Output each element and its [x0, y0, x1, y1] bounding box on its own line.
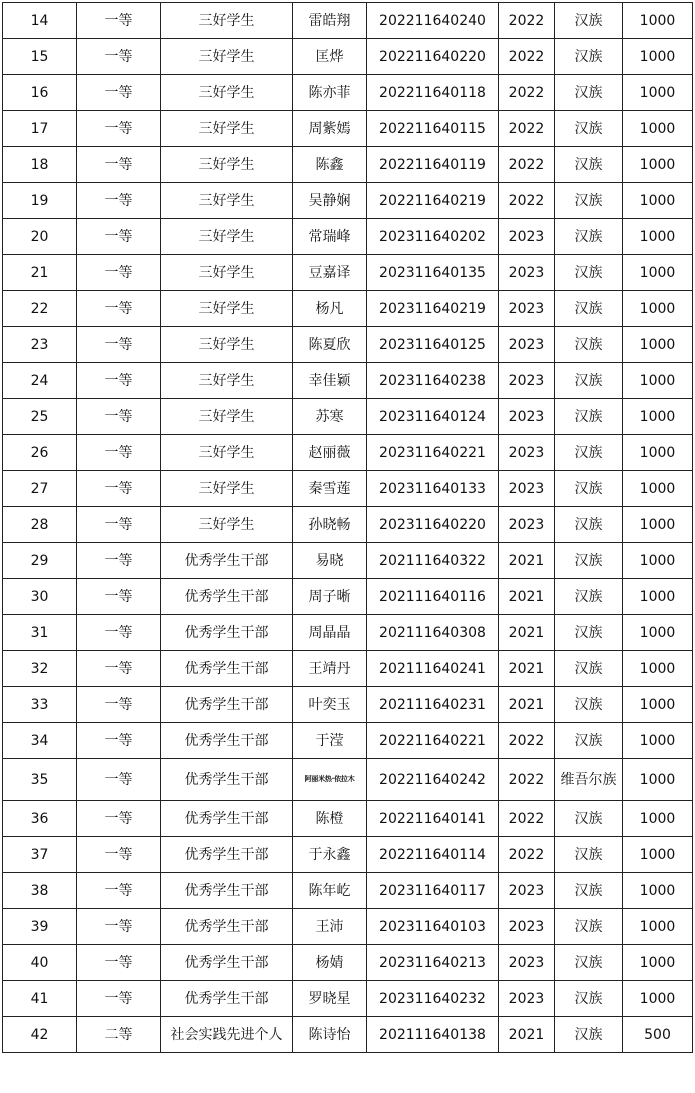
grade-cell: 一等: [77, 687, 161, 723]
year-cell: 2023: [499, 291, 555, 327]
table-row: [3, 801, 693, 837]
grade-cell: 一等: [77, 945, 161, 981]
name-cell: 王靖丹: [293, 651, 367, 687]
amount-cell: 1000: [623, 363, 693, 399]
grade-cell: 一等: [77, 651, 161, 687]
grade-cell: 一等: [77, 3, 161, 39]
row-number-cell: 30: [3, 579, 77, 615]
student-id-cell: 202211640141: [367, 801, 499, 837]
row-number-cell: 40: [3, 945, 77, 981]
student-id-cell: 202311640125: [367, 327, 499, 363]
name-cell: 匡烨: [293, 39, 367, 75]
year-cell: 2023: [499, 363, 555, 399]
table-row: [3, 291, 693, 327]
award-cell: 优秀学生干部: [161, 801, 293, 837]
name-cell: 于永鑫: [293, 837, 367, 873]
row-number-cell: 31: [3, 615, 77, 651]
year-cell: 2023: [499, 327, 555, 363]
name-cell: 秦雪莲: [293, 471, 367, 507]
award-cell: 优秀学生干部: [161, 945, 293, 981]
row-number-cell: 19: [3, 183, 77, 219]
name-cell: 周子晰: [293, 579, 367, 615]
row-number-cell: 25: [3, 399, 77, 435]
amount-cell: 1000: [623, 837, 693, 873]
award-cell: 三好学生: [161, 147, 293, 183]
name-cell: 于滢: [293, 723, 367, 759]
grade-cell: 一等: [77, 147, 161, 183]
ethnicity-cell: 汉族: [555, 255, 623, 291]
table-row: [3, 759, 693, 801]
year-cell: 2021: [499, 543, 555, 579]
table-row: [3, 147, 693, 183]
row-number-cell: 27: [3, 471, 77, 507]
table-row: [3, 255, 693, 291]
ethnicity-cell: 汉族: [555, 111, 623, 147]
table-row: [3, 219, 693, 255]
student-id-cell: 202111640138: [367, 1017, 499, 1053]
ethnicity-cell: 汉族: [555, 615, 623, 651]
name-cell: 吴静娴: [293, 183, 367, 219]
award-cell: 社会实践先进个人: [161, 1017, 293, 1053]
award-cell: 优秀学生干部: [161, 909, 293, 945]
ethnicity-cell: 汉族: [555, 981, 623, 1017]
row-number-cell: 33: [3, 687, 77, 723]
award-cell: 三好学生: [161, 75, 293, 111]
name-cell: 阿丽米热·依拉木: [293, 759, 367, 801]
table-body: [3, 3, 693, 1053]
ethnicity-cell: 汉族: [555, 39, 623, 75]
grade-cell: 一等: [77, 399, 161, 435]
grade-cell: 一等: [77, 801, 161, 837]
ethnicity-cell: 汉族: [555, 873, 623, 909]
grade-cell: 一等: [77, 471, 161, 507]
table-row: [3, 543, 693, 579]
row-number-cell: 16: [3, 75, 77, 111]
year-cell: 2023: [499, 471, 555, 507]
ethnicity-cell: 汉族: [555, 543, 623, 579]
name-cell: 豆嘉译: [293, 255, 367, 291]
year-cell: 2022: [499, 147, 555, 183]
table-row: [3, 723, 693, 759]
grade-cell: 一等: [77, 759, 161, 801]
amount-cell: 1000: [623, 219, 693, 255]
name-cell: 周紫嫣: [293, 111, 367, 147]
name-cell: 陈鑫: [293, 147, 367, 183]
table-row: [3, 507, 693, 543]
name-cell: 苏寒: [293, 399, 367, 435]
year-cell: 2021: [499, 1017, 555, 1053]
name-cell: 陈年屹: [293, 873, 367, 909]
award-cell: 三好学生: [161, 435, 293, 471]
row-number-cell: 22: [3, 291, 77, 327]
table-row: [3, 3, 693, 39]
student-id-cell: 202211640119: [367, 147, 499, 183]
table-row: [3, 687, 693, 723]
ethnicity-cell: 汉族: [555, 801, 623, 837]
year-cell: 2023: [499, 219, 555, 255]
student-id-cell: 202211640242: [367, 759, 499, 801]
grade-cell: 一等: [77, 291, 161, 327]
student-id-cell: 202311640135: [367, 255, 499, 291]
student-id-cell: 202311640238: [367, 363, 499, 399]
amount-cell: 1000: [623, 147, 693, 183]
table-row: [3, 651, 693, 687]
amount-cell: 1000: [623, 255, 693, 291]
table-row: [3, 111, 693, 147]
ethnicity-cell: 汉族: [555, 507, 623, 543]
ethnicity-cell: 汉族: [555, 3, 623, 39]
row-number-cell: 24: [3, 363, 77, 399]
name-cell: 陈橙: [293, 801, 367, 837]
name-cell: 陈亦菲: [293, 75, 367, 111]
grade-cell: 一等: [77, 219, 161, 255]
award-cell: 优秀学生干部: [161, 981, 293, 1017]
name-cell: 易晓: [293, 543, 367, 579]
amount-cell: 1000: [623, 3, 693, 39]
amount-cell: 1000: [623, 183, 693, 219]
year-cell: 2022: [499, 723, 555, 759]
row-number-cell: 17: [3, 111, 77, 147]
ethnicity-cell: 汉族: [555, 147, 623, 183]
student-id-cell: 202111640241: [367, 651, 499, 687]
table-row: [3, 981, 693, 1017]
year-cell: 2023: [499, 945, 555, 981]
amount-cell: 1000: [623, 873, 693, 909]
name-cell: 雷皓翔: [293, 3, 367, 39]
name-cell: 杨婧: [293, 945, 367, 981]
year-cell: 2022: [499, 183, 555, 219]
name-cell: 孙晓畅: [293, 507, 367, 543]
grade-cell: 一等: [77, 579, 161, 615]
row-number-cell: 41: [3, 981, 77, 1017]
table-row: [3, 183, 693, 219]
table-row: [3, 471, 693, 507]
grade-cell: 一等: [77, 183, 161, 219]
year-cell: 2023: [499, 981, 555, 1017]
row-number-cell: 42: [3, 1017, 77, 1053]
row-number-cell: 39: [3, 909, 77, 945]
table-row: [3, 39, 693, 75]
table-row: [3, 327, 693, 363]
ethnicity-cell: 汉族: [555, 219, 623, 255]
ethnicity-cell: 汉族: [555, 909, 623, 945]
name-cell: 陈夏欣: [293, 327, 367, 363]
award-cell: 三好学生: [161, 255, 293, 291]
grade-cell: 一等: [77, 981, 161, 1017]
award-cell: 三好学生: [161, 399, 293, 435]
amount-cell: 1000: [623, 39, 693, 75]
amount-cell: 1000: [623, 75, 693, 111]
amount-cell: 1000: [623, 543, 693, 579]
year-cell: 2022: [499, 3, 555, 39]
student-id-cell: 202311640232: [367, 981, 499, 1017]
student-id-cell: 202211640221: [367, 723, 499, 759]
grade-cell: 一等: [77, 909, 161, 945]
year-cell: 2021: [499, 687, 555, 723]
table-row: [3, 363, 693, 399]
row-number-cell: 21: [3, 255, 77, 291]
row-number-cell: 29: [3, 543, 77, 579]
year-cell: 2023: [499, 399, 555, 435]
grade-cell: 一等: [77, 507, 161, 543]
student-id-cell: 202311640221: [367, 435, 499, 471]
table-row: [3, 399, 693, 435]
student-id-cell: 202311640133: [367, 471, 499, 507]
student-id-cell: 202311640124: [367, 399, 499, 435]
award-cell: 优秀学生干部: [161, 579, 293, 615]
award-cell: 优秀学生干部: [161, 615, 293, 651]
award-cell: 三好学生: [161, 327, 293, 363]
amount-cell: 1000: [623, 579, 693, 615]
award-cell: 优秀学生干部: [161, 759, 293, 801]
student-id-cell: 202211640240: [367, 3, 499, 39]
amount-cell: 1000: [623, 435, 693, 471]
year-cell: 2022: [499, 111, 555, 147]
student-id-cell: 202111640231: [367, 687, 499, 723]
table-row: [3, 615, 693, 651]
table-row: [3, 909, 693, 945]
award-cell: 三好学生: [161, 3, 293, 39]
ethnicity-cell: 汉族: [555, 723, 623, 759]
grade-cell: 一等: [77, 723, 161, 759]
amount-cell: 1000: [623, 111, 693, 147]
name-cell: 杨凡: [293, 291, 367, 327]
student-id-cell: 202211640118: [367, 75, 499, 111]
award-cell: 优秀学生干部: [161, 543, 293, 579]
student-id-cell: 202111640116: [367, 579, 499, 615]
award-cell: 优秀学生干部: [161, 837, 293, 873]
student-id-cell: 202311640117: [367, 873, 499, 909]
amount-cell: 1000: [623, 291, 693, 327]
ethnicity-cell: 汉族: [555, 435, 623, 471]
year-cell: 2022: [499, 801, 555, 837]
student-id-cell: 202211640115: [367, 111, 499, 147]
grade-cell: 一等: [77, 111, 161, 147]
row-number-cell: 14: [3, 3, 77, 39]
student-id-cell: 202211640219: [367, 183, 499, 219]
table-row: [3, 435, 693, 471]
row-number-cell: 20: [3, 219, 77, 255]
row-number-cell: 26: [3, 435, 77, 471]
amount-cell: 500: [623, 1017, 693, 1053]
grade-cell: 一等: [77, 363, 161, 399]
ethnicity-cell: 汉族: [555, 579, 623, 615]
grade-cell: 一等: [77, 327, 161, 363]
row-number-cell: 23: [3, 327, 77, 363]
student-id-cell: 202311640202: [367, 219, 499, 255]
row-number-cell: 38: [3, 873, 77, 909]
student-id-cell: 202111640308: [367, 615, 499, 651]
name-cell: 叶奕玉: [293, 687, 367, 723]
amount-cell: 1000: [623, 759, 693, 801]
grade-cell: 一等: [77, 435, 161, 471]
amount-cell: 1000: [623, 615, 693, 651]
amount-cell: 1000: [623, 651, 693, 687]
student-id-cell: 202211640220: [367, 39, 499, 75]
award-cell: 优秀学生干部: [161, 687, 293, 723]
award-cell: 三好学生: [161, 507, 293, 543]
year-cell: 2023: [499, 873, 555, 909]
ethnicity-cell: 汉族: [555, 687, 623, 723]
amount-cell: 1000: [623, 801, 693, 837]
grade-cell: 一等: [77, 75, 161, 111]
grade-cell: 一等: [77, 543, 161, 579]
table-row: [3, 873, 693, 909]
grade-cell: 二等: [77, 1017, 161, 1053]
student-id-cell: 202311640219: [367, 291, 499, 327]
amount-cell: 1000: [623, 945, 693, 981]
ethnicity-cell: 维吾尔族: [555, 759, 623, 801]
table-row: [3, 945, 693, 981]
year-cell: 2021: [499, 615, 555, 651]
row-number-cell: 37: [3, 837, 77, 873]
award-cell: 优秀学生干部: [161, 651, 293, 687]
award-cell: 三好学生: [161, 183, 293, 219]
year-cell: 2023: [499, 507, 555, 543]
table-row: [3, 1017, 693, 1053]
student-id-cell: 202111640322: [367, 543, 499, 579]
amount-cell: 1000: [623, 723, 693, 759]
amount-cell: 1000: [623, 327, 693, 363]
ethnicity-cell: 汉族: [555, 363, 623, 399]
ethnicity-cell: 汉族: [555, 291, 623, 327]
amount-cell: 1000: [623, 909, 693, 945]
year-cell: 2023: [499, 909, 555, 945]
year-cell: 2021: [499, 579, 555, 615]
ethnicity-cell: 汉族: [555, 75, 623, 111]
row-number-cell: 28: [3, 507, 77, 543]
ethnicity-cell: 汉族: [555, 1017, 623, 1053]
grade-cell: 一等: [77, 873, 161, 909]
row-number-cell: 36: [3, 801, 77, 837]
name-cell: 赵丽薇: [293, 435, 367, 471]
award-cell: 三好学生: [161, 39, 293, 75]
student-id-cell: 202311640213: [367, 945, 499, 981]
ethnicity-cell: 汉族: [555, 837, 623, 873]
ethnicity-cell: 汉族: [555, 651, 623, 687]
amount-cell: 1000: [623, 687, 693, 723]
year-cell: 2023: [499, 255, 555, 291]
year-cell: 2022: [499, 39, 555, 75]
grade-cell: 一等: [77, 39, 161, 75]
table-row: [3, 579, 693, 615]
award-cell: 三好学生: [161, 111, 293, 147]
ethnicity-cell: 汉族: [555, 945, 623, 981]
row-number-cell: 32: [3, 651, 77, 687]
ethnicity-cell: 汉族: [555, 399, 623, 435]
grade-cell: 一等: [77, 615, 161, 651]
table-row: [3, 75, 693, 111]
name-cell: 陈诗怡: [293, 1017, 367, 1053]
year-cell: 2022: [499, 759, 555, 801]
ethnicity-cell: 汉族: [555, 471, 623, 507]
student-id-cell: 202311640220: [367, 507, 499, 543]
award-cell: 三好学生: [161, 291, 293, 327]
ethnicity-cell: 汉族: [555, 183, 623, 219]
award-cell: 优秀学生干部: [161, 873, 293, 909]
row-number-cell: 18: [3, 147, 77, 183]
name-cell: 罗晓星: [293, 981, 367, 1017]
row-number-cell: 15: [3, 39, 77, 75]
row-number-cell: 35: [3, 759, 77, 801]
table-row: [3, 837, 693, 873]
row-number-cell: 34: [3, 723, 77, 759]
amount-cell: 1000: [623, 399, 693, 435]
year-cell: 2022: [499, 837, 555, 873]
student-id-cell: 202211640114: [367, 837, 499, 873]
student-id-cell: 202311640103: [367, 909, 499, 945]
amount-cell: 1000: [623, 507, 693, 543]
award-cell: 优秀学生干部: [161, 723, 293, 759]
year-cell: 2023: [499, 435, 555, 471]
name-cell: 常瑞峰: [293, 219, 367, 255]
name-cell: 王沛: [293, 909, 367, 945]
award-cell: 三好学生: [161, 471, 293, 507]
ethnicity-cell: 汉族: [555, 327, 623, 363]
award-table: [2, 2, 693, 1053]
year-cell: 2022: [499, 75, 555, 111]
award-cell: 三好学生: [161, 363, 293, 399]
grade-cell: 一等: [77, 837, 161, 873]
year-cell: 2021: [499, 651, 555, 687]
name-cell: 周晶晶: [293, 615, 367, 651]
award-cell: 三好学生: [161, 219, 293, 255]
amount-cell: 1000: [623, 471, 693, 507]
name-cell: 幸佳颖: [293, 363, 367, 399]
grade-cell: 一等: [77, 255, 161, 291]
amount-cell: 1000: [623, 981, 693, 1017]
